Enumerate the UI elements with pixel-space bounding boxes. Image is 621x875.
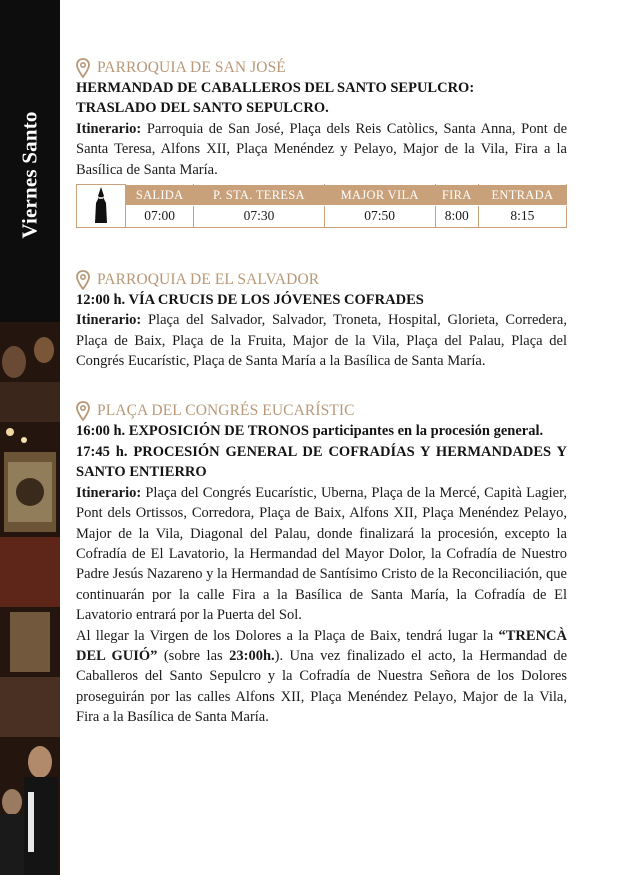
nazarene-silhouette-icon bbox=[93, 187, 109, 225]
schedule-times-row bbox=[77, 206, 567, 227]
schedule-icon-cell bbox=[77, 185, 126, 228]
schedule-time: 8:00 bbox=[435, 206, 478, 227]
location-header bbox=[76, 401, 567, 421]
itinerary bbox=[76, 119, 567, 180]
closing-text: Al llegar la Virgen de los Dolores a la Plaça de Baix, tendrá lugar la bbox=[76, 627, 499, 644]
side-title: Viernes Santo bbox=[17, 111, 42, 239]
procession-photo bbox=[0, 322, 60, 875]
location-header bbox=[76, 58, 567, 78]
schedule-time: 07:30 bbox=[194, 206, 324, 227]
itinerary-label: Itinerario: bbox=[76, 312, 142, 329]
schedule-time: 07:50 bbox=[324, 206, 435, 227]
location-name: PARROQUIA DE EL SALVADOR bbox=[97, 270, 320, 288]
event-title-line: TRASLADO DEL SANTO SEPULCRO. bbox=[76, 100, 329, 117]
itinerary bbox=[76, 483, 567, 626]
schedule-header: MAJOR VILA bbox=[324, 185, 435, 206]
event-title: 17:45 h. PROCESIÓN GENERAL DE COFRADÍAS Y HERMANDADES Y SANTO ENTIERRO bbox=[76, 443, 567, 481]
location-name: PLAÇA DEL CONGRÉS EUCARÍSTIC bbox=[97, 402, 355, 420]
schedule-time: 8:15 bbox=[478, 206, 566, 227]
itinerary-text: Parroquia de San José, Plaça dels Reis Catòlics, Santa Anna, Pont de Santa Teresa, Alfons XII, Plaça Menéndez y Pelayo, Major de la Vila, Fira a la Basílica de Santa María. bbox=[76, 120, 567, 178]
schedule-header: FIRA bbox=[435, 185, 478, 206]
content-area bbox=[76, 58, 567, 728]
itinerary-text: Plaça del Congrés Eucarístic, Uberna, Plaça de la Mercé, Capità Lagier, Pont dels Ortissos, Corredora, Plaça de Baix, Alfons XII, Plaça Menéndez Pelayo, Major de la Vila, Diagonal del Palau, donde finalizará la procesión, excepto la Cofradía de El Lavatorio, la Hermandad del Mayor Dolor, la Cofradía de Nuestro Padre Jesús Nazareno y la Hermandad de Santísimo Cristo de la Reconciliación, que continuarán por la calle Fira a la Basílica de Santa María, la Cofradía de El Lavatorio entrará por la Puerta del Sol. bbox=[76, 484, 567, 624]
section-san-jose bbox=[76, 58, 567, 228]
schedule-time: 07:00 bbox=[126, 206, 194, 227]
schedule-header-row bbox=[77, 185, 567, 206]
schedule-table bbox=[76, 184, 567, 228]
schedule-header: ENTRADA bbox=[478, 185, 566, 206]
schedule-header: SALIDA bbox=[126, 185, 194, 206]
event-title-line: HERMANDAD DE CABALLEROS DEL SANTO SEPULCRO: bbox=[76, 80, 475, 96]
closing-highlight: “TRENCÀ DEL GUIÓ” bbox=[76, 627, 567, 664]
map-pin-icon bbox=[76, 58, 90, 78]
itinerary bbox=[76, 310, 567, 371]
itinerary-label: Itinerario: bbox=[76, 120, 142, 137]
map-pin-icon bbox=[76, 401, 90, 421]
event-title: 12:00 h. VÍA CRUCIS DE LOS JÓVENES COFRADES bbox=[76, 291, 424, 308]
location-name: PARROQUIA DE SAN JOSÉ bbox=[97, 58, 286, 76]
closing-text: (sobre las bbox=[157, 647, 230, 664]
location-header bbox=[76, 270, 567, 290]
closing-time: 23:00h. bbox=[229, 647, 275, 664]
closing-text: ). Una vez finalizado el acto, la Hermandad de Caballeros del Santo Sepulcro y la Cofradía de Nuestra Señora de los Dolores proseguirán por las calles Alfons XII, Plaça Menéndez Pelayo, Major de la Vila, Fira a la Basílica de Santa María. bbox=[76, 647, 568, 726]
closing-paragraph bbox=[76, 626, 567, 728]
itinerary-text: Plaça del Salvador, Salvador, Troneta, Hospital, Glorieta, Corredera, Plaça de Baix, Plaça de la Fruita, Major de la Vila, Plaça del Palau, Plaça del Congrés Eucarístic, Plaça de Santa María a la Basílica de Santa María. bbox=[76, 312, 567, 370]
itinerary-label: Itinerario: bbox=[76, 484, 142, 501]
section-congres-eucaristic bbox=[76, 401, 567, 727]
schedule-header: P. STA. TERESA bbox=[194, 185, 324, 206]
event-title: 16:00 h. EXPOSICIÓN DE TRONOS participantes en la procesión general. bbox=[76, 423, 544, 440]
section-el-salvador bbox=[76, 270, 567, 372]
map-pin-icon bbox=[76, 270, 90, 290]
